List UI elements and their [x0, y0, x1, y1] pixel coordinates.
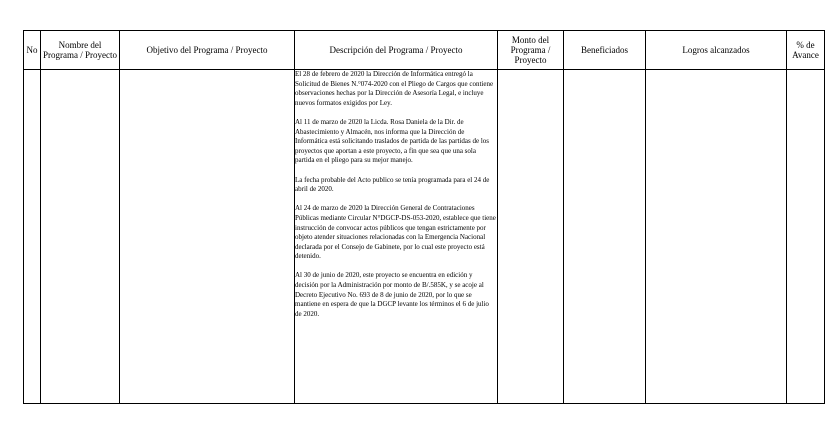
header-avance: % de Avance — [787, 31, 825, 70]
header-row — [24, 31, 825, 70]
header-logros: Logros alcanzados — [646, 31, 787, 70]
cell-nombre — [41, 70, 120, 404]
header-descripcion: Descripción del Programa / Proyecto — [295, 31, 498, 70]
cell-objetivo — [120, 70, 295, 404]
header-nombre: Nombre del Programa / Proyecto — [41, 31, 120, 70]
descripcion-paragraph: El 28 de febrero de 2020 la Dirección de Informática entregó la Solicitud de Bienes N.°074-2020 con el Pliego de Cargos que contiene observaciones hechas por la Dirección de Asesoría Legal, e incluye nuevos formatos exigidos por Ley. — [295, 70, 494, 107]
cell-descripcion — [295, 70, 498, 404]
projects-table — [23, 30, 825, 404]
descripcion-paragraph: Al 11 de marzo de 2020 la Licda. Rosa Daniela de la Dir. de Abastecimiento y Almacén, nos informa que la Dirección de Informática está solicitando traslados de partida de las partidas de los proyectos que aportan a este proyecto, a fin que sea que una sola partida en el pliego para su mejor manejo. — [295, 117, 489, 165]
cell-monto — [498, 70, 564, 404]
descripcion-paragraph: La fecha probable del Acto publico se tenía programada para el 24 de abril de 2020. — [295, 175, 490, 194]
descripcion-paragraph: Al 30 de junio de 2020, este proyecto se encuentra en edición y decisión por la Administración por monto de B/.585K, y se acoje al Decreto Ejecutivo No. 693 de 8 de junio de 2020, por lo que se mantiene en espera de que la DGCP levante los términos el 6 de julio de 2020. — [295, 271, 489, 318]
cell-no — [24, 70, 41, 404]
cell-logros — [646, 70, 787, 404]
header-beneficiados: Beneficiados — [564, 31, 646, 70]
header-monto: Monto del Programa / Proyecto — [498, 31, 564, 70]
cell-beneficiados — [564, 70, 646, 404]
header-no: No — [24, 31, 41, 70]
header-objetivo: Objetivo del Programa / Proyecto — [120, 31, 295, 70]
descripcion-paragraph: Al 24 de marzo de 2020 la Dirección General de Contrataciones Públicas mediante Circular N°DGCP-DS-053-2020, establece que tiene instrucción de convocar actos públicos que tengan estrictamente por objeto atender situaciones relacionadas con la Emergencia Nacional declarada por el Consejo de Gabinete, por lo cual este proyecto está detenido. — [295, 204, 496, 261]
table-row — [24, 70, 825, 404]
cell-avance — [787, 70, 825, 404]
